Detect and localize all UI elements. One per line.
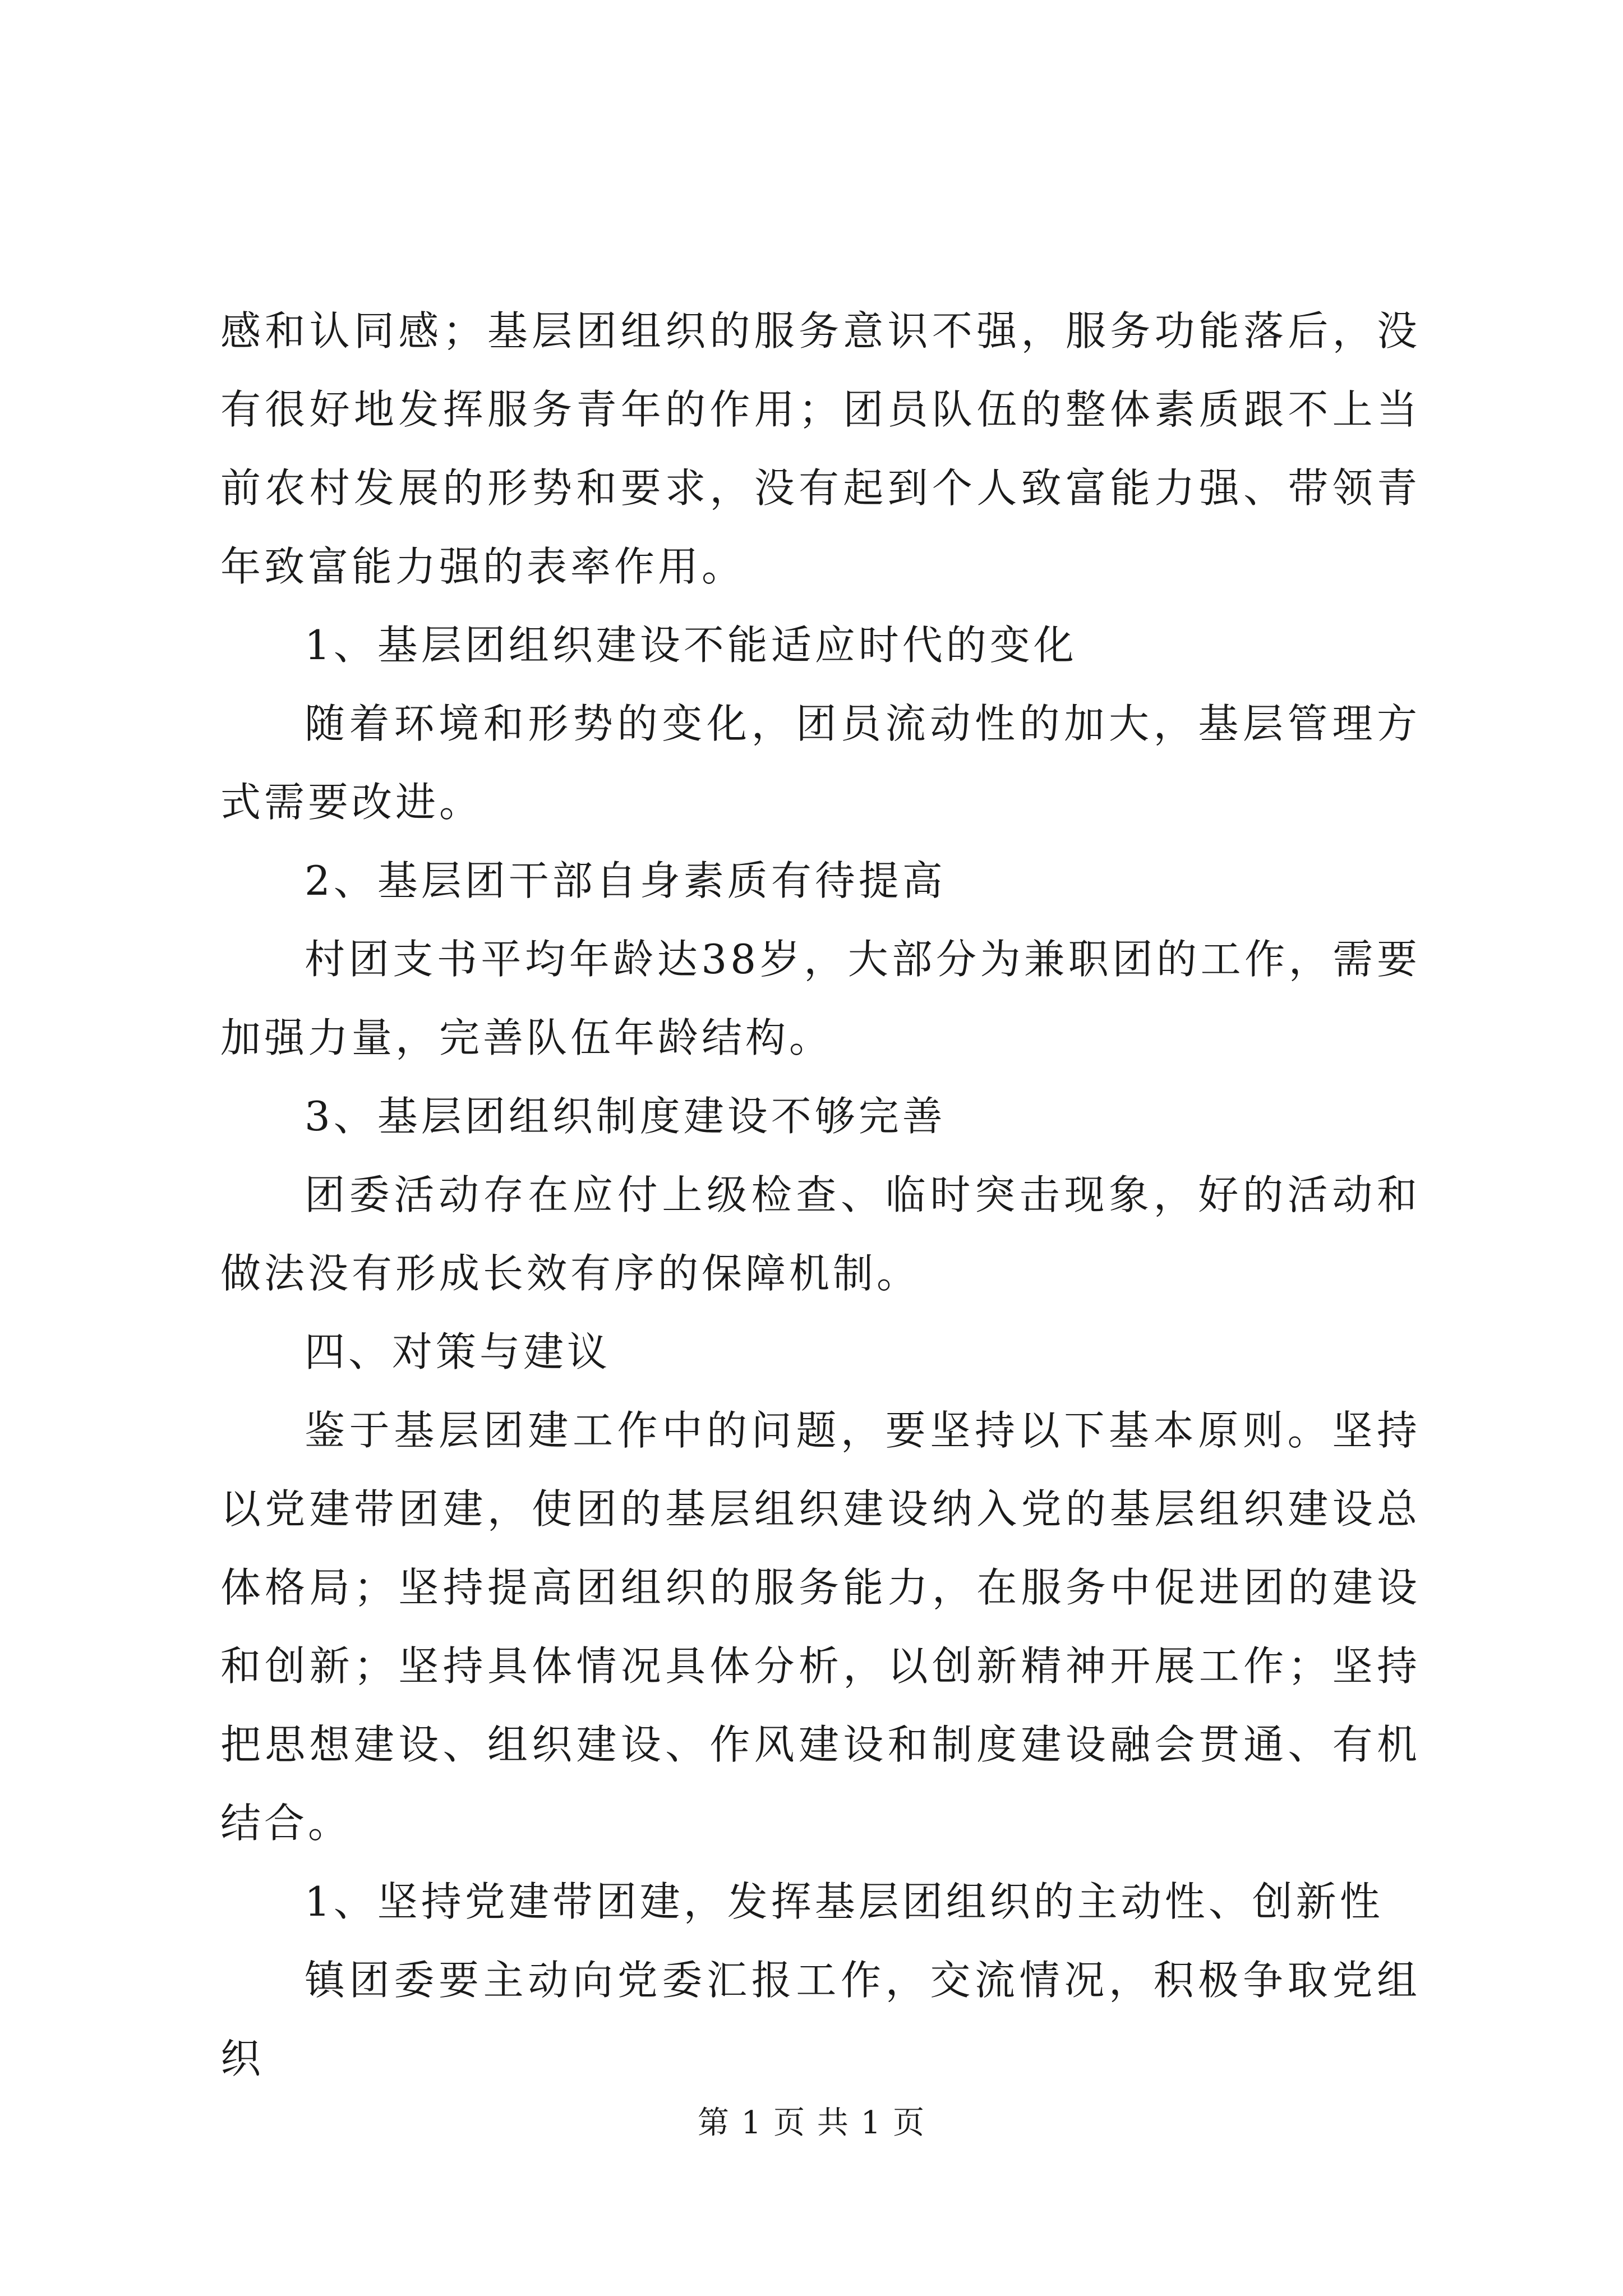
heading-item-3: 3、基层团组织制度建设不够完善 (305, 1093, 946, 1140)
paragraph: 鉴于基层团建工作中的问题，要坚持以下基本原则。坚持以党建带团建，使团的基层组织建设纳入党的基层组织建设总体格局；坚持提高团组织的服务能力，在服务中促进团的建设和创新；坚持具体情况具体分析，以创新精神开展工作；坚持把思想建设、组织建设、作风建设和制度建设融会贯通、有机结合。 (220, 1407, 1421, 1847)
heading-item-2: 2、基层团干部自身素质有待提高 (305, 857, 946, 904)
paragraph: 团委活动存在应付上级检查、临时突击现象，好的活动和做法没有形成长效有序的保障机制。 (220, 1171, 1421, 1297)
paragraph: 镇团委要主动向党委汇报工作，交流情况，积极争取党组织 (220, 1957, 1421, 2082)
paragraph-continuation: 感和认同感；基层团组织的服务意识不强，服务功能落后，没有很好地发挥服务青年的作用；团员队伍的整体素质跟不上当前农村发展的形势和要求，没有起到个人致富能力强、带领青年致富能力强的表率作用。 (220, 307, 1421, 590)
paragraph: 村团支书平均年龄达38岁，大部分为兼职团的工作，需要加强力量，完善队伍年龄结构。 (220, 936, 1421, 1061)
section-heading: 四、对策与建议 (305, 1328, 611, 1375)
document-body (220, 292, 1421, 2098)
heading-item-1: 1、基层团组织建设不能适应时代的变化 (305, 622, 1077, 669)
paragraph: 随着环境和形势的变化，团员流动性的加大，基层管理方式需要改进。 (220, 700, 1421, 826)
heading-item-1: 1、坚持党建带团建，发挥基层团组织的主动性、创新性 (305, 1878, 1384, 1925)
page-footer: 第 1 页 共 1 页 (697, 2105, 926, 2141)
